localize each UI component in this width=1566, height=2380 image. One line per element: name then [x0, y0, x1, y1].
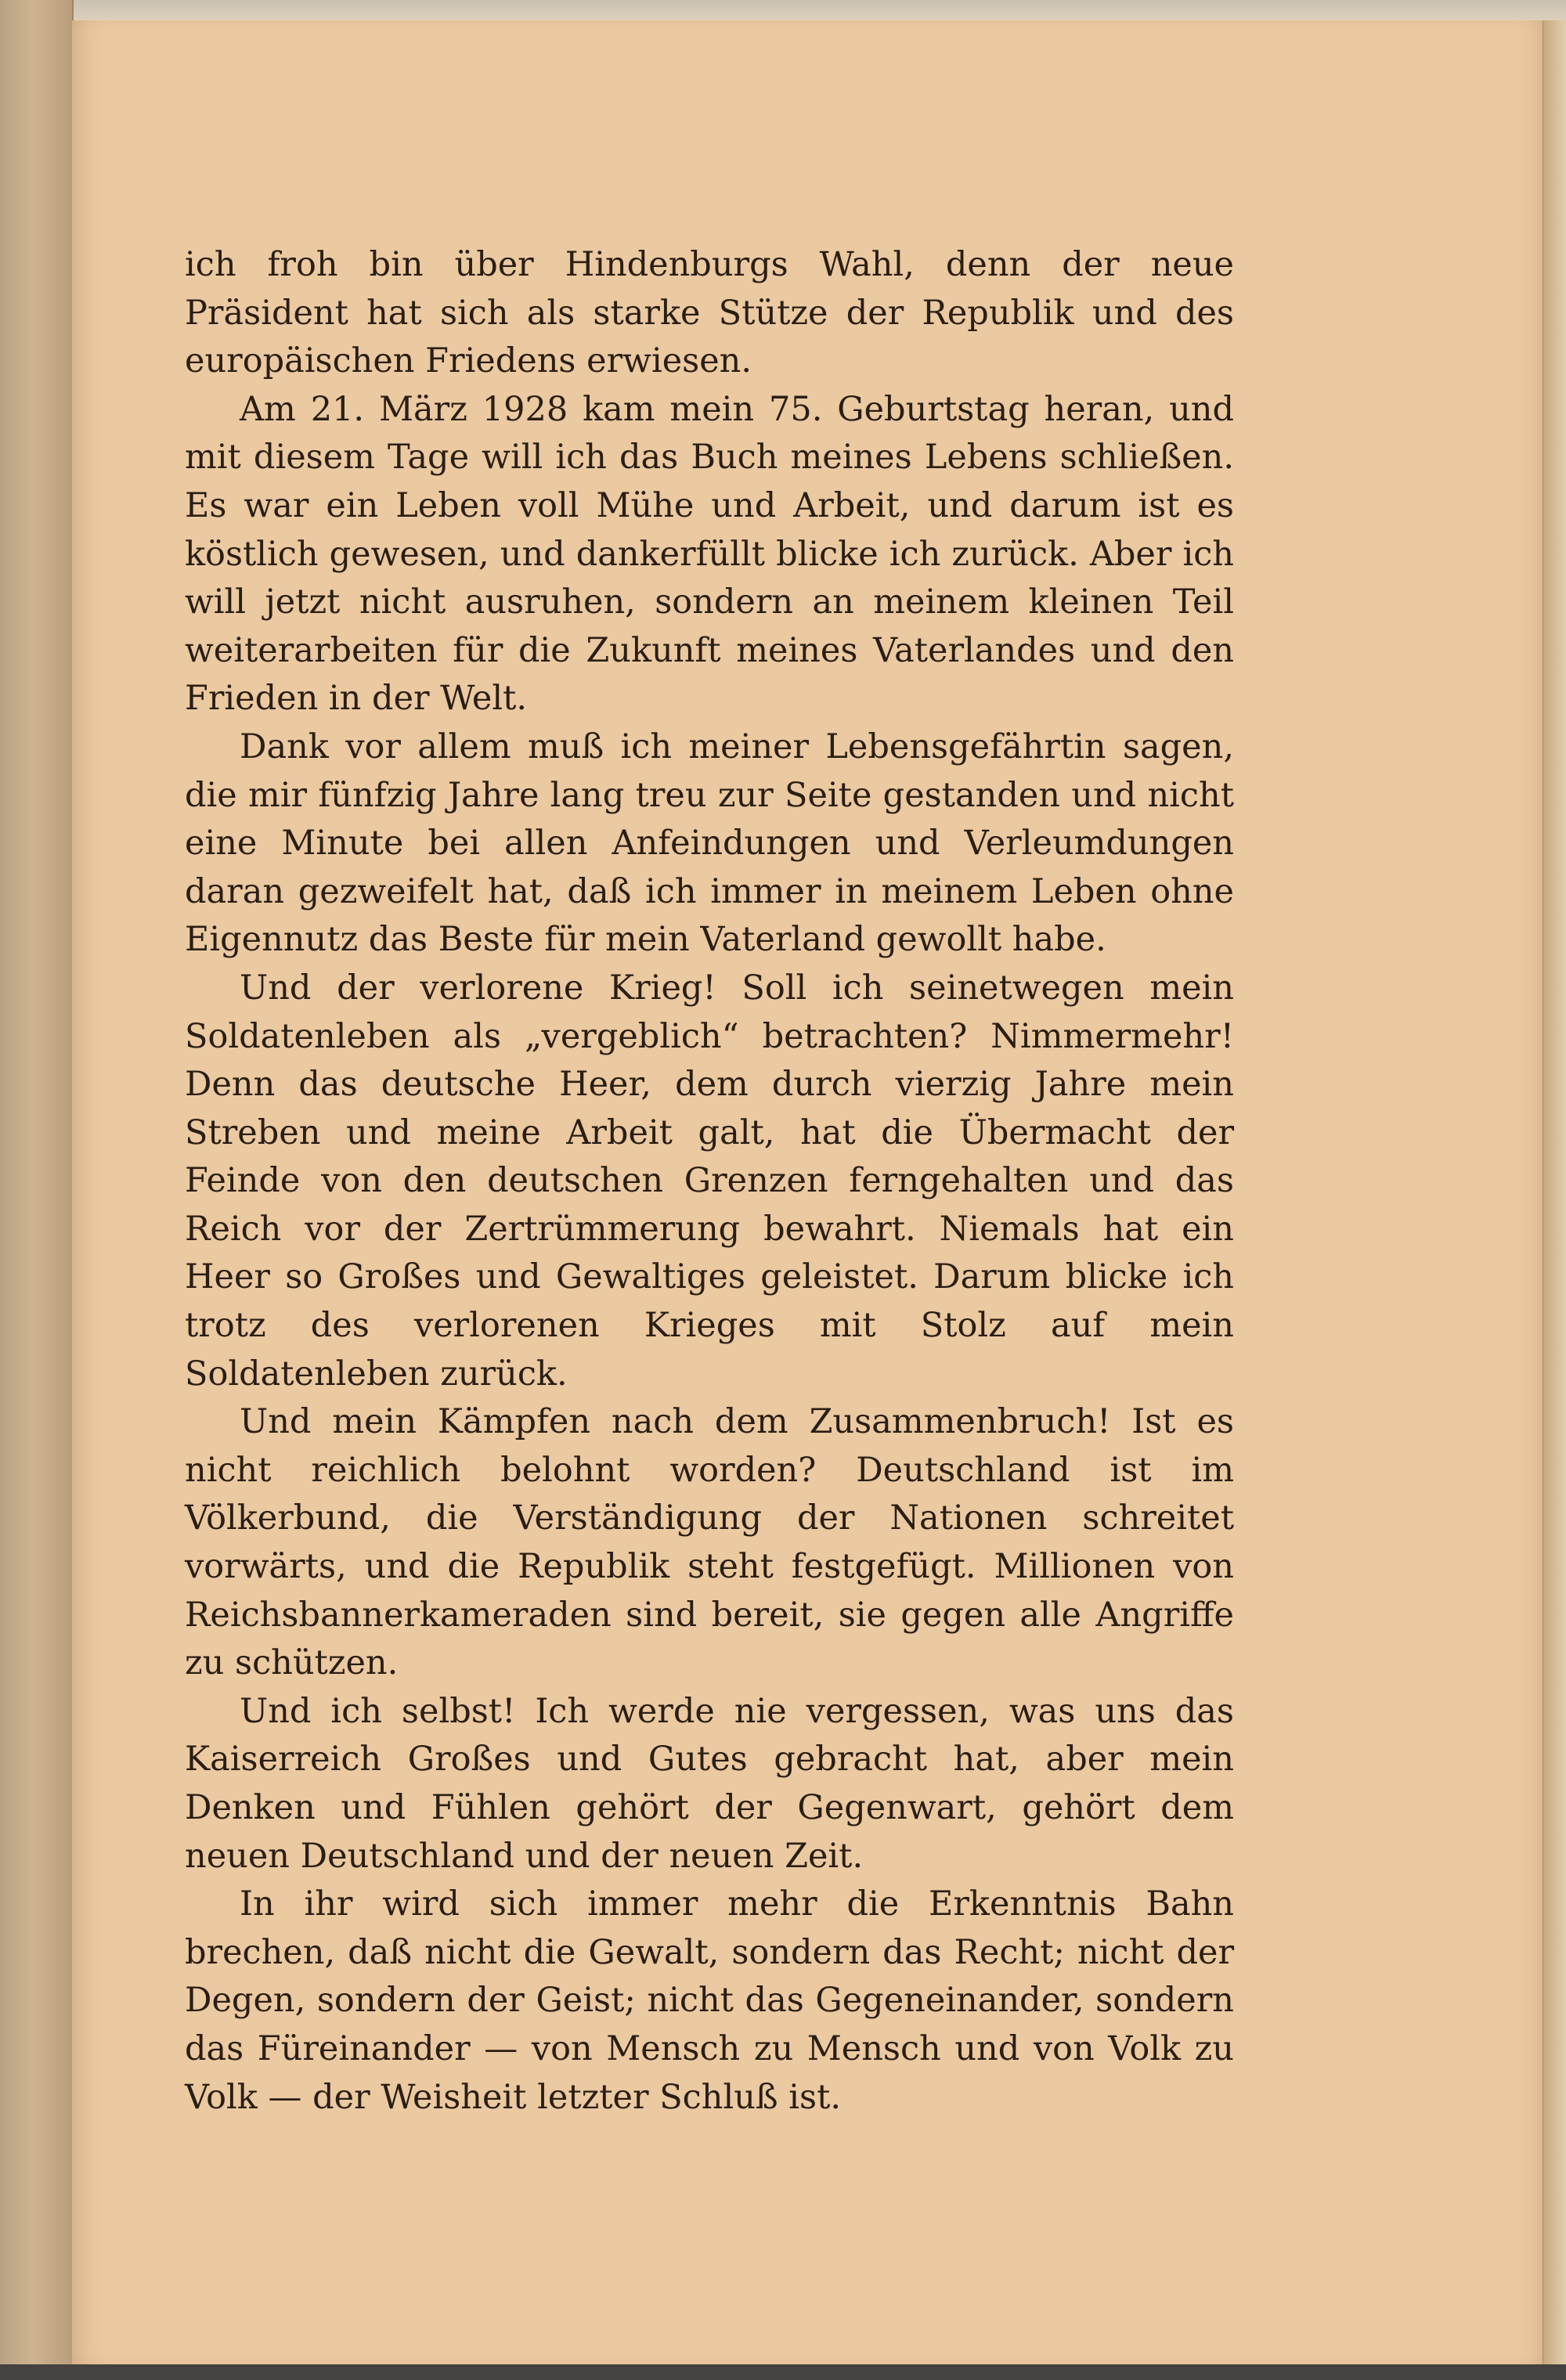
paragraph: Und der verlorene Krieg! Soll ich seinetwegen mein Soldatenleben als „vergeblich“ betrachten? Nimmermehr! Denn das deutsche Heer, dem durch vierzig Jahre mein Streben und meine Arbeit galt, hat die Übermacht der Feinde von den deutschen Grenzen ferngehalten und das Reich vor der Zertrümmerung bewahrt. Niemals hat ein Heer so Großes und Gewaltiges geleistet. Darum blicke ich trotz des verlorenen Krieges mit Stolz auf mein Soldatenleben zurück.: [185, 968, 1234, 1394]
paragraph: Und ich selbst! Ich werde nie vergessen, was uns das Kaiserreich Großes und Gutes gebracht hat, aber mein Denken und Fühlen gehört der Gegenwart, gehört dem neuen Deutschland und der neuen Zeit.: [185, 1691, 1234, 1876]
book-binding-edge: [0, 0, 74, 2380]
paragraph: Am 21. März 1928 kam mein 75. Geburtstag heran, und mit diesem Tage will ich das Buch meines Lebens schließen. Es war ein Leben voll Mühe und Arbeit, und darum ist es köstlich gewesen, und dankerfüllt blicke ich zurück. Aber ich will jetzt nicht ausruhen, sondern an meinem kleinen Teil weiterarbeiten für die Zukunft meines Vaterlandes und den Frieden in der Welt.: [185, 389, 1234, 719]
page-right-edge: [1543, 20, 1566, 2364]
page-text: [185, 241, 1234, 2122]
paragraph: ich froh bin über Hindenburgs Wahl, denn der neue Präsident hat sich als starke Stütze der Republik und des europäischen Friedens erwiesen.: [185, 245, 1234, 381]
paragraph: In ihr wird sich immer mehr die Erkenntnis Bahn brechen, daß nicht die Gewalt, sondern das Recht; nicht der Degen, sondern der Geist; nicht das Gegeneinander, sondern das Füreinander — von Mensch zu Mensch und von Volk zu Volk — der Weisheit letzter Schluß ist.: [185, 1884, 1234, 2117]
paragraph: Und mein Kämpfen nach dem Zusammenbruch! Ist es nicht reichlich belohnt worden? Deutschland ist im Völkerbund, die Verständigung der Nationen schreitet vorwärts, und die Republik steht festgefügt. Millionen von Reichsbannerkameraden sind bereit, sie gegen alle Angriffe zu schützen.: [185, 1402, 1234, 1683]
top-edge: [0, 0, 1566, 22]
paragraph: Dank vor allem muß ich meiner Lebensgefährtin sagen, die mir fünfzig Jahre lang treu zur Seite gestanden und nicht eine Minute bei allen Anfeindungen und Verleumdungen daran gezweifelt hat, daß ich immer in meinem Leben ohne Eigennutz das Beste für mein Vaterland gewollt habe.: [185, 727, 1234, 960]
bottom-edge: [0, 2364, 1566, 2380]
